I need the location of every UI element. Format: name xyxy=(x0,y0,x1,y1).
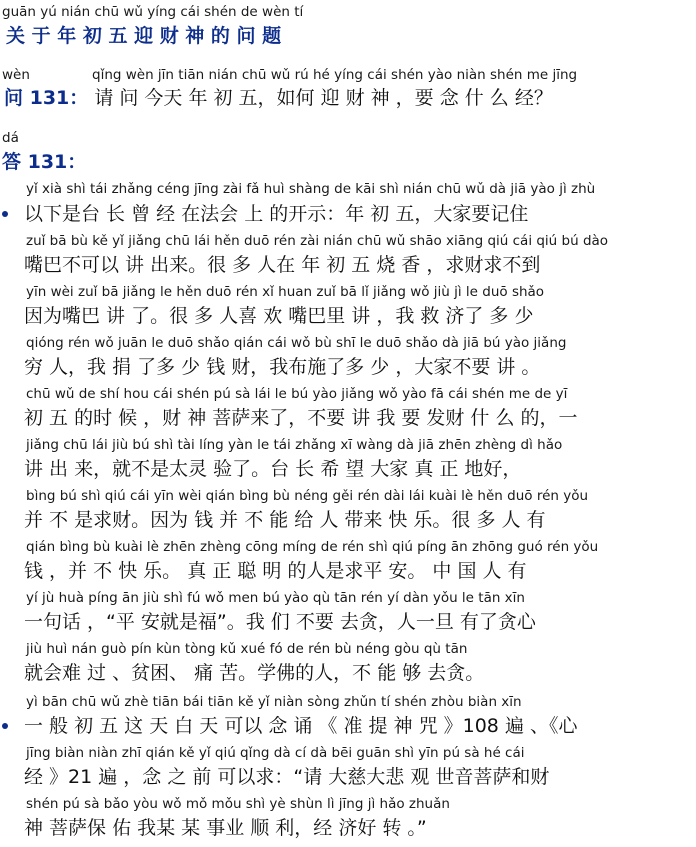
line-pinyin: yǐ xià shì tái zhǎng céng jīng zài fǎ huì shàng de kāi shì nián chū wǔ dà jiā yào jì zhù xyxy=(26,181,596,197)
line-pinyin: chū wǔ de shí hou cái shén pú sà lái le bú yào jiǎng wǒ yào fā cái shén me de yī xyxy=(26,386,568,402)
answer-label: 答 131： xyxy=(2,151,87,173)
line-text: 以下是台 长 曾 经 在法会 上 的开示：年 初 五，大家要记住 xyxy=(24,203,529,225)
line-text: 经 》21 遍 ，念 之 前 可以求：“请 大慈大悲 观 世音菩萨和财 xyxy=(24,766,550,788)
line-text: 初 五 的时 候 ，财 神 菩萨来了，不要 讲 我 要 发财 什 么 的，一 xyxy=(24,407,578,429)
line-text: 一 般 初 五 这 天 白 天 可以 念 诵 《 准 提 神 咒 》108 遍 、《心 xyxy=(24,715,578,737)
line-text: 因为嘴巴 讲 了。很 多 人喜 欢 嘴巴里 讲 ，我 救 济了 多 少 xyxy=(24,305,534,327)
bullet-point xyxy=(2,211,8,217)
line-pinyin: yīn wèi zuǐ bā jiǎng le hěn duō rén xǐ huan zuǐ bā lǐ jiǎng wǒ jiù jì le duō shǎo xyxy=(26,284,545,300)
line-text: 就会难 过 、贫困、 痛 苦。学佛的人，不 能 够 去贪。 xyxy=(24,662,485,684)
line-text: 嘴巴不可以 讲 出来。很 多 人在 年 初 五 烧 香 ，求财求不到 xyxy=(24,254,541,276)
line-pinyin: jīng biàn niàn zhī qián kě yǐ qiú qǐng dà cí dà bēi guān shì yīn pú sà hé cái xyxy=(26,745,525,761)
line-pinyin: zuǐ bā bù kě yǐ jiǎng chū lái hěn duō rén zài nián chū wǔ shāo xiāng qiú cái qiú bú dào xyxy=(26,233,609,249)
line-text: 钱 ，并 不 快 乐。 真 正 聪 明 的人是求平 安。 中 国 人 有 xyxy=(24,560,527,582)
line-text: 讲 出 来，就不是太灵 验了。台 长 希 望 大家 真 正 地好， xyxy=(24,458,522,480)
line-pinyin: jiù huì nán guò pín kùn tòng kǔ xué fó de rén bù néng gòu qù tān xyxy=(26,641,468,657)
line-pinyin: yì bān chū wǔ zhè tiān bái tiān kě yǐ niàn sòng zhǔn tí shén zhòu biàn xīn xyxy=(26,694,522,710)
page-title: 关 于 年 初 五 迎 财 神 的 问 题 xyxy=(6,25,282,47)
line-text: 一句话 ，“平 安就是福”。我 们 不要 去贪，人一旦 有了贪心 xyxy=(24,611,536,633)
question-text: 请 问 今天 年 初 五，如何 迎 财 神 ，要 念 什 么 经？ xyxy=(94,87,553,109)
question xyxy=(4,86,696,110)
line-pinyin: jiǎng chū lái jiù bú shì tài líng yàn le tái zhǎng xī wàng dà jiā zhēn zhèng dì hǎo xyxy=(26,437,563,453)
line-pinyin: bìng bú shì qiú cái yīn wèi qián bìng bù néng gěi rén dài lái kuài lè hěn duō rén yǒu xyxy=(26,488,589,504)
question-label: 问 131： xyxy=(4,87,89,109)
answer-label-pinyin: dá xyxy=(2,130,19,146)
line-pinyin: yí jù huà píng ān jiù shì fú wǒ men bú yào qù tān rén yí dàn yǒu le tān xīn xyxy=(26,590,525,606)
bullet-point xyxy=(2,723,8,729)
line-pinyin: qióng rén wǒ juān le duō shǎo qián cái wǒ bù shī le duō shǎo dà jiā bú yào jiǎng xyxy=(26,335,567,351)
question-pinyin: qǐng wèn jīn tiān nián chū wǔ rú hé yíng cái shén yào niàn shén me jīng xyxy=(92,67,578,83)
line-pinyin: shén pú sà bǎo yòu wǒ mǒ mǒu shì yè shùn lì jīng jì hǎo zhuǎn xyxy=(26,796,450,812)
line-pinyin: qián bìng bù kuài lè zhēn zhèng cōng míng de rén shì qiú píng ān zhōng guó rén yǒu xyxy=(26,539,599,555)
line-text: 穷 人，我 捐 了多 少 钱 财，我布施了多 少 ，大家不要 讲 。 xyxy=(24,356,541,378)
line-text: 并 不 是求财。因为 钱 并 不 能 给 人 带来 快 乐。很 多 人 有 xyxy=(24,509,546,531)
title-pinyin: guān yú nián chū wǔ yíng cái shén de wèn tí xyxy=(2,4,304,20)
question-label-pinyin: wèn xyxy=(2,67,30,83)
line-text: 神 菩萨保 佑 我某 某 事业 顺 利，经 济好 转 。” xyxy=(24,817,427,839)
